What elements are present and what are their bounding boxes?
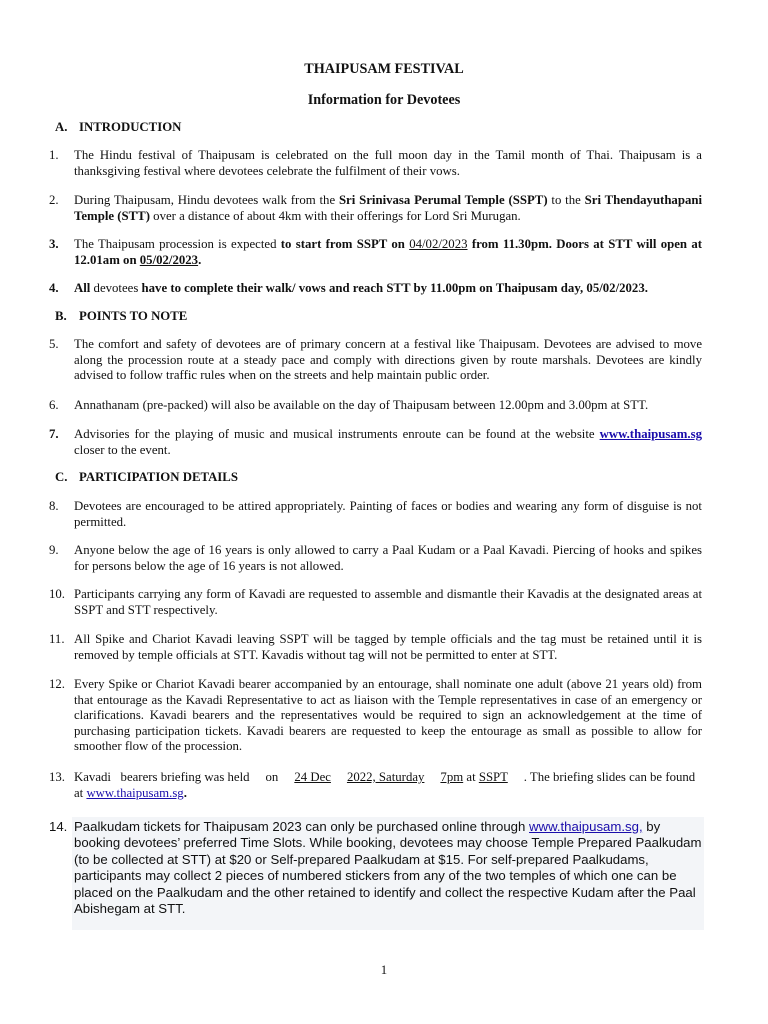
section-heading-participation-details	[55, 470, 238, 485]
section-title: POINTS TO NOTE	[79, 309, 188, 323]
item-number: 5.	[49, 337, 59, 351]
item-number: 4.	[49, 281, 59, 295]
item-text-9: Anyone below the age of 16 years is only allowed to carry a Paal Kudam or a Paal Kavadi. Piercing of hooks and spikes for persons below the age of 16 years is not allowed.	[74, 543, 702, 573]
section-letter: C.	[55, 470, 68, 484]
briefing-slides-link[interactable]: www.thaipusam.sg	[86, 785, 184, 800]
item-number: 10.	[49, 587, 65, 601]
page-number: 1	[380, 963, 388, 977]
item-number: 12.	[49, 677, 65, 691]
ticket-purchase-link[interactable]: www.thaipusam.sg,	[529, 819, 643, 834]
item-text-1: The Hindu festival of Thaipusam is celebrated on the full moon day in the Tamil month of Thai. Thaipusam is a thanksgiving festival where devotees celebrate the fulfilment of their vows.	[74, 148, 702, 178]
section-heading-introduction	[55, 120, 181, 135]
item-text-8: Devotees are encouraged to be attired appropriately. Painting of faces or bodies and wearing any form of disguise is not permitted.	[74, 499, 702, 529]
item-number: 13.	[49, 770, 65, 784]
section-letter: A.	[55, 120, 68, 134]
item-text-7: Advisories for the playing of music and musical instruments enroute can be found at the website www.thaipusam.sg closer to the event.	[74, 427, 702, 457]
thaipusam-website-link[interactable]: www.thaipusam.sg	[599, 427, 702, 441]
item-text-2: During Thaipusam, Hindu devotees walk from the Sri Srinivasa Perumal Temple (SSPT) to the Sri Thendayuthapani Temple (STT) over a distance of about 4km with their offerings for Lord Sri Murugan.	[74, 193, 703, 223]
section-heading-points-to-note	[55, 309, 187, 324]
item-text-5: The comfort and safety of devotees are of primary concern at a festival like Thaipusam. Devotees are advised to move along the procession route at a steady pace and comply with directions given by route marshals. Devotees are kindly advised to follow traffic rules when on the streets and help maintain public order.	[74, 337, 702, 383]
item-number: 3.	[49, 237, 59, 251]
section-title: PARTICIPATION DETAILS	[79, 470, 238, 484]
item-number: 6.	[49, 398, 59, 412]
item-number: 8.	[49, 499, 59, 513]
item-text-4: All devotees have to complete their walk/ vows and reach STT by 11.00pm on Thaipusam day, 05/02/2023.	[74, 281, 648, 295]
section-title: INTRODUCTION	[79, 120, 182, 134]
item-text-11: All Spike and Chariot Kavadi leaving SSPT will be tagged by temple officials and the tag must be retained until it is removed by temple officials at STT. Kavadis without tag will not be permitted to enter at STT.	[74, 632, 702, 662]
item-number: 9.	[49, 543, 59, 557]
item-number: 14.	[49, 819, 68, 834]
item-number: 11.	[49, 632, 65, 646]
item-text-12: Every Spike or Chariot Kavadi bearer accompanied by an entourage, shall nominate one adult (above 21 years old) from that entourage as the Kavadi Representative to act as liaison with the Temple representatives in case of an emergency or clarifications. Kavadi bearers and the representatives would be required to sign an acknowledgement at the time of purchasing participation tickets. Kavadi bearers are requested to keep the entourage as small as possible to allow for smoother flow of the procession.	[74, 677, 702, 754]
item-text-14: Paalkudam tickets for Thaipusam 2023 can only be purchased online through www.thaipusam.sg, by booking devotees’ preferred Time Slots. While booking, devotees may choose Temple Prepared Paalkudam (to be collected at STT) at $20 or Self-prepared Paalkudam at $15. For self-prepared Paalkudams, participants may collect 2 pieces of numbered stickers from any of the two temples of which one can be placed on the Paalkudam and the other retained to identify and collect the respective Kudam after the Paal Abishegam at STT.	[74, 819, 702, 917]
page-title: THAIPUSAM FESTIVAL	[304, 61, 464, 77]
section-letter: B.	[55, 309, 67, 323]
page-subtitle: Information for Devotees	[307, 92, 461, 108]
item-number: 1.	[49, 148, 59, 162]
item-text-10: Participants carrying any form of Kavadi are requested to assemble and dismantle their Kavadis at the designated areas at SSPT and STT respectively.	[74, 587, 702, 617]
item-text-13: Kavadi bearers briefing was held on 24 Dec 2022, Saturday 7pm at SSPT . The briefing slides can be found at www.thaipusam.sg.	[74, 770, 699, 800]
item-number: 7.	[49, 427, 59, 441]
item-text-3: The Thaipusam procession is expected to start from SSPT on 04/02/2023 from 11.30pm. Doors at STT will open at 12.01am on 05/02/2023.	[74, 237, 702, 267]
item-number: 2.	[49, 193, 59, 207]
item-text-6: Annathanam (pre-packed) will also be available on the day of Thaipusam between 12.00pm and 3.00pm at STT.	[74, 398, 649, 412]
